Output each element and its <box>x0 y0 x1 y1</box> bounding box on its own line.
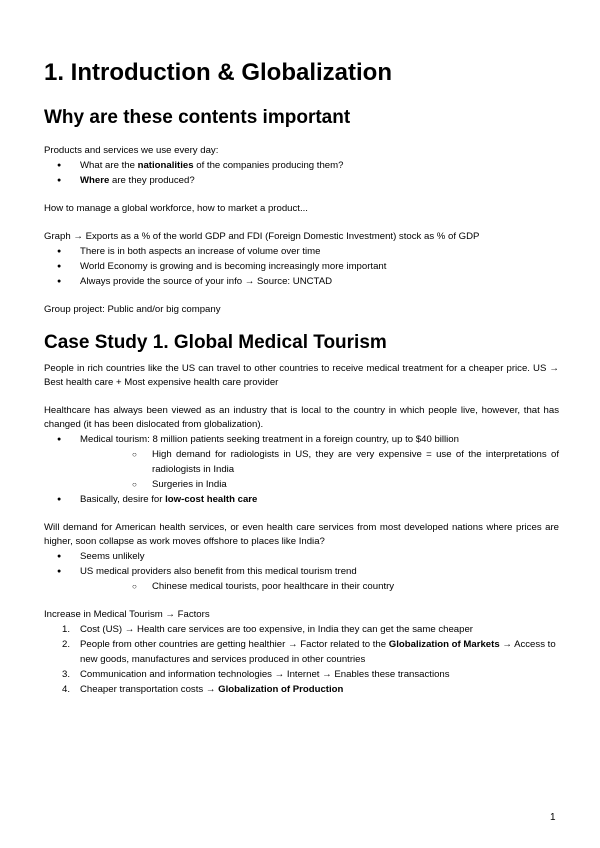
list-item: 3. Communication and information technologies → Internet → Enables these transactions <box>62 669 450 680</box>
sub-list-item: ○ Surgeries in India <box>80 477 559 492</box>
graph-text: Graph → Exports as a % of the world GDP and FDI (Foreign Domestic Investment) stock as % of GDP <box>44 231 480 242</box>
list-item: ● World Economy is growing and is becoming increasingly more important <box>44 259 559 274</box>
case-paragraph-2: Healthcare has always been viewed as an industry that is local to the country in which people live, however, that has changed (it has been dislocated from globalization). <box>44 405 559 430</box>
list-item: 1. Cost (US) → Health care services are too expensive, in India they can get the same cheaper <box>62 624 474 635</box>
graph-list <box>44 244 559 289</box>
list-item: ● Where are they produced? <box>44 173 559 188</box>
products-list <box>44 158 559 188</box>
factors-list <box>44 622 559 697</box>
case-paragraph-3: Will demand for American health services, or even health care services from most developed nations where prices are higher, soon collapse as work moves offshore to places like India? <box>44 522 559 547</box>
case-paragraph-1: People in rich countries like the US can travel to other countries to receive medical treatment for a cheaper price. US → Best health care + Most expensive health care provider <box>44 363 559 388</box>
demand-list <box>44 549 559 594</box>
page-number: 1 <box>550 812 556 823</box>
factors-intro: Increase in Medical Tourism → Factors <box>44 609 210 620</box>
page-title: 1. Introduction & Globalization <box>44 59 392 86</box>
list-item: ● US medical providers also benefit from this medical tourism trend ○ Chinese medical tourists, poor healthcare in their country <box>44 564 559 594</box>
sub-list-item: ○ High demand for radiologists in US, they are very expensive = use of the interpretations of radiologists in India <box>80 447 559 477</box>
sub-list <box>80 447 559 492</box>
list-item: ● Medical tourism: 8 million patients seeking treatment in a foreign country, up to $40 billion ○ High demand for radiologists in US, they are very expensive = use of the interpretations of radiologists in India ○ Surgeries in India <box>44 432 559 492</box>
page-content <box>44 58 559 697</box>
list-item: ● There is in both aspects an increase of volume over time <box>44 244 559 259</box>
list-item: ● What are the nationalities of the companies producing them? <box>44 158 559 173</box>
manage-text: How to manage a global workforce, how to market a product... <box>44 203 308 214</box>
medical-tourism-list <box>44 432 559 507</box>
section-heading-importance: Why are these contents important <box>44 107 351 128</box>
list-item: ● Basically, desire for low-cost health care <box>44 492 559 507</box>
products-intro: Products and services we use every day: <box>44 145 219 156</box>
group-project-text: Group project: Public and/or big company <box>44 304 221 315</box>
list-item: ● Seems unlikely <box>44 549 559 564</box>
sub-list-item: ○ Chinese medical tourists, poor healthcare in their country <box>80 579 559 594</box>
sub-list <box>80 579 559 594</box>
list-item: 2. People from other countries are getting healthier → Factor related to the Globalization of Markets → Access to new goods, manufactures and services produced in other countries <box>62 639 556 665</box>
list-item: ● Always provide the source of your info → Source: UNCTAD <box>44 274 559 289</box>
case-study-heading: Case Study 1. Global Medical Tourism <box>44 332 387 353</box>
list-item: 4. Cheaper transportation costs → Globalization of Production <box>62 684 344 695</box>
